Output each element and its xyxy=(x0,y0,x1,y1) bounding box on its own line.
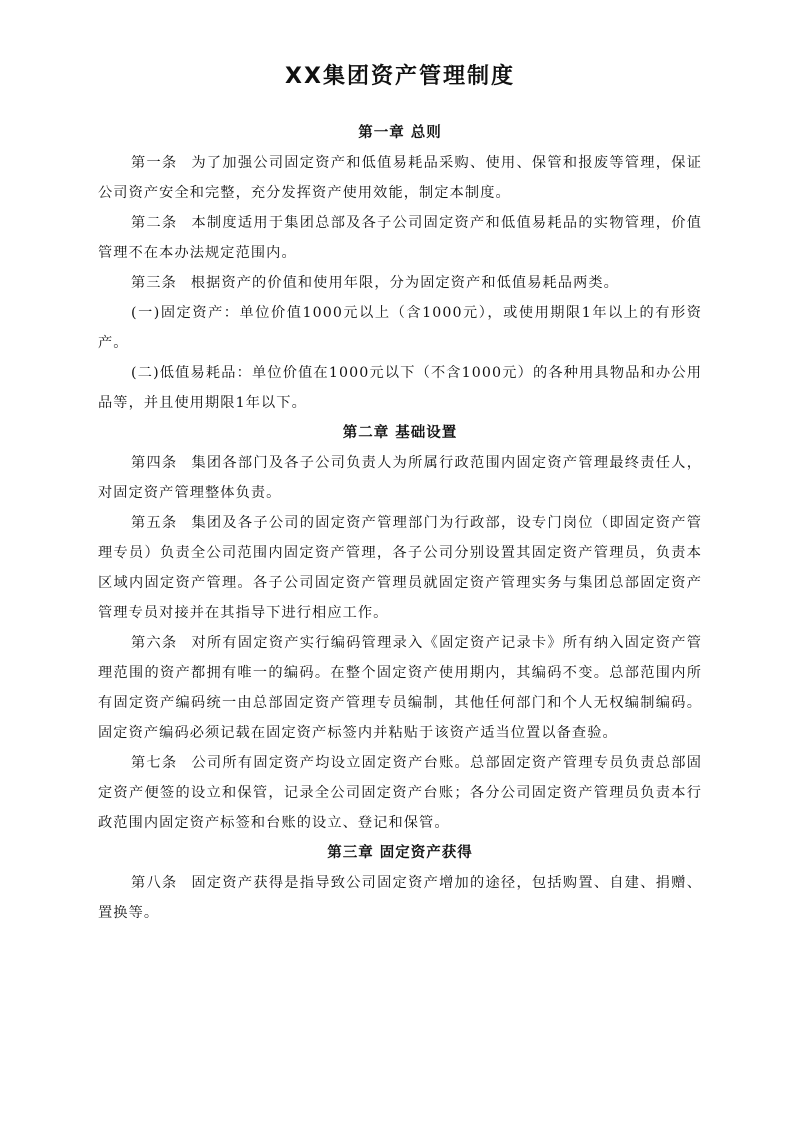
article-text: 集团各部门及各子公司负责人为所属行政范围内固定资产管理最终责任人，对固定资产管理整体负责。 xyxy=(98,455,702,501)
clause-low-value-consumables xyxy=(98,358,702,418)
article-label: 第二条 xyxy=(131,215,178,231)
article-text: 固定资产获得是指导致公司固定资产增加的途径，包括购置、自建、捐赠、置换等。 xyxy=(98,875,702,921)
article-text: 对所有固定资产实行编码管理录入《固定资产记录卡》所有纳入固定资产管理范围的资产都拥有唯一的编码。在整个固定资产使用期内，其编码不变。总部范围内所有固定资产编码统一由总部固定资产管理专员编制，其他任何部门和个人无权编制编码。固定资产编码必须记载在固定资产标签内并粘贴于该资产适当位置以备查验。 xyxy=(98,635,702,741)
chapter-heading: 第三章 固定资产获得 xyxy=(327,845,473,861)
article-5 xyxy=(98,508,702,628)
clause-text: (一)固定资产：单位价值1000元以上（含1000元），或使用期限1年以上的有形资产。 xyxy=(98,305,702,351)
article-text: 为了加强公司固定资产和低值易耗品采购、使用、保管和报废等管理，保证公司资产安全和完整，充分发挥资产使用效能，制定本制度。 xyxy=(98,155,702,201)
article-1 xyxy=(98,148,702,208)
document-body xyxy=(98,118,702,928)
article-text: 公司所有固定资产均设立固定资产台账。总部固定资产管理专员负责总部固定资产便签的设立和保管，记录全公司固定资产台账；各分公司固定资产管理员负责本行政范围内固定资产标签和台账的设立、登记和保管。 xyxy=(98,755,702,831)
clause-text: (二)低值易耗品：单位价值在1000元以下（不含1000元）的各种用具物品和办公用品等，并且使用期限1年以下。 xyxy=(98,365,702,411)
document-title: XX集团资产管理制度 xyxy=(285,64,515,89)
article-6 xyxy=(98,628,702,748)
article-label: 第四条 xyxy=(131,455,178,471)
article-label: 第八条 xyxy=(131,875,178,891)
article-8 xyxy=(98,868,702,928)
article-label: 第五条 xyxy=(131,515,178,531)
article-label: 第七条 xyxy=(131,755,178,771)
clause-fixed-assets xyxy=(98,298,702,358)
article-label: 第三条 xyxy=(131,275,177,291)
chapter-heading: 第二章 基础设置 xyxy=(342,425,458,441)
article-4 xyxy=(98,448,702,508)
article-text: 集团及各子公司的固定资产管理部门为行政部，设专门岗位（即固定资产管理专员）负责全公司范围内固定资产管理，各子公司分别设置其固定资产管理员，负责本区域内固定资产管理。各子公司固定资产管理员就固定资产管理实务与集团总部固定资产管理专员对接并在其指导下进行相应工作。 xyxy=(98,515,702,621)
article-3 xyxy=(98,268,702,298)
article-text: 根据资产的价值和使用年限，分为固定资产和低值易耗品两类。 xyxy=(190,275,619,291)
article-label: 第六条 xyxy=(131,635,178,651)
article-2 xyxy=(98,208,702,268)
article-7 xyxy=(98,748,702,838)
chapter-heading: 第一章 总则 xyxy=(358,125,442,141)
article-text: 本制度适用于集团总部及各子公司固定资产和低值易耗品的实物管理，价值管理不在本办法规定范围内。 xyxy=(98,215,702,261)
article-label: 第一条 xyxy=(131,155,178,171)
